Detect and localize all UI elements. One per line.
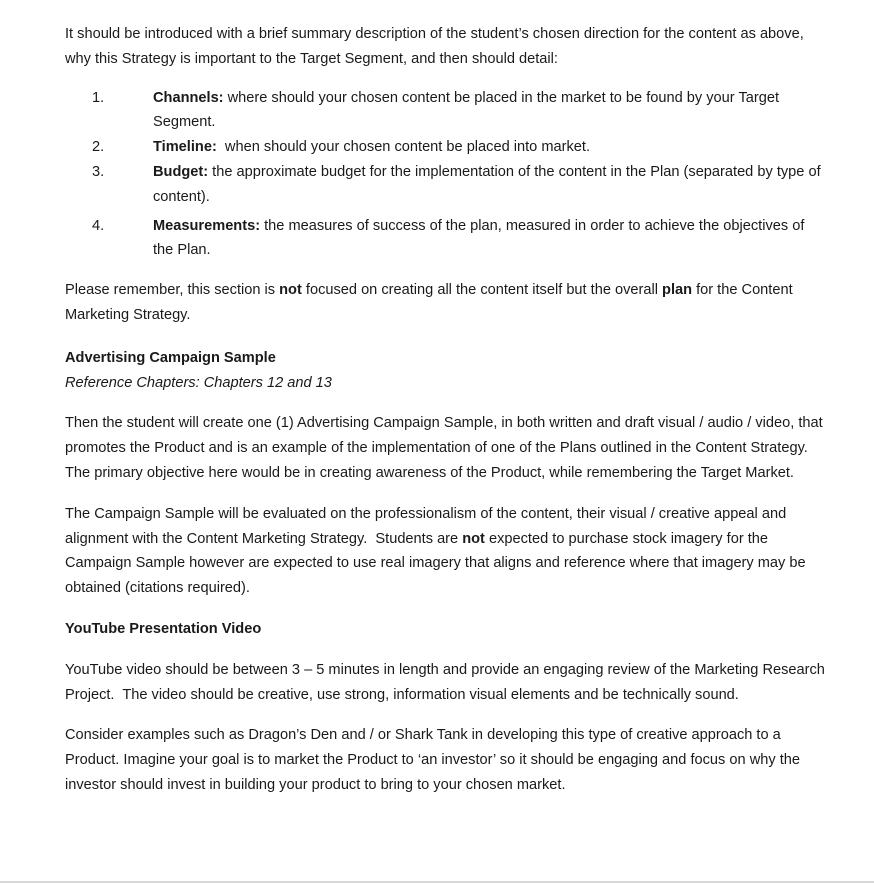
youtube-paragraph-2: Consider examples such as Dragon’s Den and / or Shark Tank in developing this type of creative approach to a Product. Imagine your goal is to market the Product to ‘an investor’ so it should be engaging and focus on why the investor should invest in building your product to bring to your chosen market. [65, 727, 800, 793]
list-item [65, 214, 825, 264]
youtube-paragraph-1: YouTube video should be between 3 – 5 minutes in length and provide an engaging review of the Marketing Research Project. The video should be creative, use strong, information visual elements and be technically sound. [65, 661, 829, 703]
list-number: 4. [92, 217, 105, 234]
list-item [65, 86, 825, 136]
list-number: 3. [92, 163, 105, 180]
document-page [65, 22, 829, 798]
reminder-emphasis-plan: plan [662, 282, 693, 299]
list-number: 1. [92, 89, 105, 106]
advertising-text: The Campaign Sample will be evaluated on the professionalism of the content, their visual / creative appeal and alignment with the Content Marketing Strategy. Students are [65, 505, 791, 547]
list-number: 2. [92, 139, 105, 156]
reminder-text: focused on creating all the content itself but the overall [301, 282, 663, 299]
reminder-text: for the Content Marketing Strategy. [65, 282, 793, 323]
advertising-reference: Reference Chapters: Chapters 12 and 13 [65, 374, 332, 391]
plan-criteria-list [65, 86, 825, 264]
advertising-text: expected to purchase stock imagery for the Campaign Sample however are expected to use real imagery that aligns and reference where that imagery may be obtained (citations required). [65, 530, 806, 597]
criteria-term: Measurements: [153, 217, 261, 234]
reminder-text: Please remember, this section is [65, 282, 280, 299]
reminder-emphasis-not: not [279, 282, 302, 299]
list-item [65, 160, 825, 210]
criteria-term: Budget: [153, 163, 209, 180]
list-item [65, 135, 825, 160]
criteria-term: Channels: [153, 89, 224, 106]
advertising-heading: Advertising Campaign Sample [65, 349, 276, 366]
criteria-text: where should your chosen content be placed in the market to be found by your Target Segment. [153, 89, 779, 131]
youtube-heading: YouTube Presentation Video [65, 620, 262, 637]
criteria-text: the measures of success of the plan, measured in order to achieve the objectives of the Plan. [153, 217, 805, 259]
advertising-paragraph-2 [65, 502, 825, 601]
advertising-paragraph-1: Then the student will create one (1) Advertising Campaign Sample, in both written and draft visual / audio / video, that promotes the Product and is an example of the implementation of one of the Plans outlined in the Content Strategy. The primary objective here would be in creating awareness of the Product, while remembering the Target Market. [65, 415, 823, 481]
advertising-emphasis-not: not [462, 530, 485, 547]
intro-paragraph: It should be introduced with a brief summary description of the student’s chosen direction for the content as above, why this Strategy is important to the Target Segment, and then should detail: [65, 26, 804, 67]
criteria-text: the approximate budget for the implementation of the content in the Plan (separated by type of content). [153, 163, 821, 205]
criteria-text: when should your chosen content be placed into market. [216, 139, 590, 156]
criteria-term: Timeline: [153, 139, 217, 156]
reminder-paragraph [65, 278, 825, 328]
